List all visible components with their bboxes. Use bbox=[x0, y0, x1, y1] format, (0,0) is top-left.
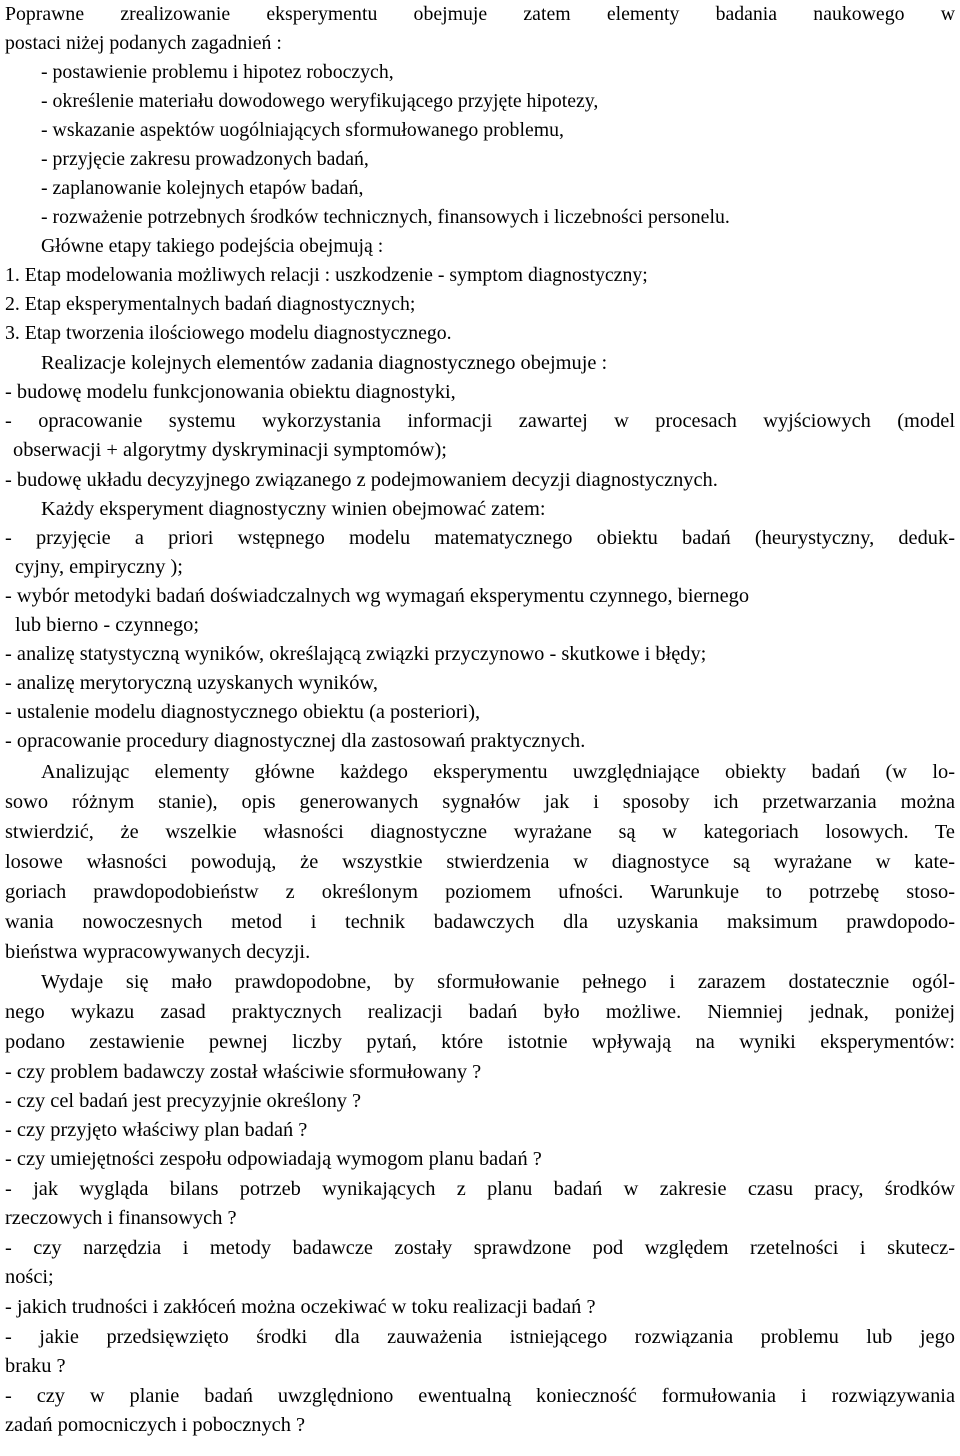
question-item: - czy cel badań jest precyzyjnie określony ? bbox=[5, 1090, 362, 1112]
paragraph-line: losowe własności powodują, że wszystkie stwierdzenia w diagnostyce są wyrażane w kate- bbox=[5, 851, 955, 873]
list-item: - postawienie problemu i hipotez roboczych, bbox=[41, 61, 394, 83]
paragraph-line: podano zestawienie pewnej liczby pytań, które istotnie wpływają na wyniki eksperymentów: bbox=[5, 1031, 955, 1053]
question-item: - jak wygląda bilans potrzeb wynikających z planu badań w zakresie czasu pracy, środków bbox=[5, 1178, 955, 1200]
list-item: - wybór metodyki badań doświadczalnych wg wymagań eksperymentu czynnego, biernego bbox=[5, 585, 750, 607]
paragraph-line: Każdy eksperyment diagnostyczny winien obejmować zatem: bbox=[41, 498, 546, 520]
paragraph-line: wania nowoczesnych metod i technik badawczych dla uzyskania maksimum prawdopodo- bbox=[5, 911, 955, 933]
list-item: - wskazanie aspektów uogólniających sformułowanego problemu, bbox=[41, 119, 564, 141]
list-item-continuation: cyjny, empiryczny ); bbox=[15, 556, 183, 578]
section-intro: Główne etapy takiego podejścia obejmują : bbox=[41, 235, 384, 257]
numbered-item: 2. Etap eksperymentalnych badań diagnostycznych; bbox=[5, 293, 416, 315]
paragraph-line: Poprawne zrealizowanie eksperymentu obejmuje zatem elementy badania naukowego w bbox=[5, 3, 955, 25]
question-item-continuation: braku ? bbox=[5, 1355, 66, 1377]
paragraph-line: Wydaje się mało prawdopodobne, by sformułowanie pełnego i zarazem dostatecznie ogól- bbox=[41, 971, 955, 993]
list-item-continuation: obserwacji + algorytmy dyskryminacji symptomów); bbox=[13, 439, 447, 461]
list-item: - budowę modelu funkcjonowania obiektu diagnostyki, bbox=[5, 381, 456, 403]
list-item: - przyjęcie a priori wstępnego modelu matematycznego obiektu badań (heurystyczny, deduk- bbox=[5, 527, 955, 549]
list-item: - opracowanie procedury diagnostycznej dla zastosowań praktycznych. bbox=[5, 730, 586, 752]
question-item: - jakie przedsięwzięto środki dla zauważenia istniejącego rozwiązania problemu lub jego bbox=[5, 1326, 955, 1348]
list-item: - rozważenie potrzebnych środków technicznych, finansowych i liczebności personelu. bbox=[41, 206, 730, 228]
list-item-continuation: lub bierno - czynnego; bbox=[15, 614, 200, 636]
numbered-item: 1. Etap modelowania możliwych relacji : uszkodzenie - symptom diagnostyczny; bbox=[5, 264, 648, 286]
paragraph-line: bieństwa wypracowywanych decyzji. bbox=[5, 941, 311, 963]
question-item: - czy problem badawczy został właściwie sformułowany ? bbox=[5, 1061, 482, 1083]
question-item-continuation: zadań pomocniczych i pobocznych ? bbox=[5, 1414, 306, 1436]
paragraph-line: Realizacje kolejnych elementów zadania diagnostycznego obejmuje : bbox=[41, 352, 608, 374]
question-item-continuation: rzeczowych i finansowych ? bbox=[5, 1207, 237, 1229]
paragraph-line: postaci niżej podanych zagadnień : bbox=[5, 32, 282, 54]
question-item: - jakich trudności i zakłóceń można oczekiwać w toku realizacji badań ? bbox=[5, 1296, 596, 1318]
question-item: - czy w planie badań uwzględniono ewentualną konieczność formułowania i rozwiązywania bbox=[5, 1385, 955, 1407]
question-item: - czy umiejętności zespołu odpowiadają wymogom planu badań ? bbox=[5, 1148, 542, 1170]
list-item: - opracowanie systemu wykorzystania informacji zawartej w procesach wyjściowych (model bbox=[5, 410, 955, 432]
numbered-item: 3. Etap tworzenia ilościowego modelu diagnostycznego. bbox=[5, 322, 452, 344]
list-item: - określenie materiału dowodowego weryfikującego przyjęte hipotezy, bbox=[41, 90, 599, 112]
list-item: - analizę statystyczną wyników, określającą związki przyczynowo - skutkowe i błędy; bbox=[5, 643, 707, 665]
list-item: - ustalenie modelu diagnostycznego obiektu (a posteriori), bbox=[5, 701, 481, 723]
paragraph-line: Analizując elementy główne każdego eksperymentu uwzględniające obiekty badań (w lo- bbox=[41, 761, 955, 783]
paragraph-line: goriach prawdopodobieństw z określonym poziomem ufności. Warunkuje to potrzebę stoso- bbox=[5, 881, 955, 903]
question-item: - czy narzędzia i metody badawcze zostały sprawdzone pod względem rzetelności i skutecz- bbox=[5, 1237, 955, 1259]
question-item: - czy przyjęto właściwy plan badań ? bbox=[5, 1119, 308, 1141]
list-item: - analizę merytoryczną uzyskanych wyników, bbox=[5, 672, 378, 694]
question-item-continuation: ności; bbox=[5, 1266, 54, 1288]
paragraph-line: stwierdzić, że wszelkie własności diagnostyczne wyrażane są w kategoriach losowych. Te bbox=[5, 821, 955, 843]
paragraph-line: nego wykazu zasad praktycznych realizacji badań było możliwe. Niemniej jednak, poniżej bbox=[5, 1001, 955, 1023]
list-item: - zaplanowanie kolejnych etapów badań, bbox=[41, 177, 364, 199]
list-item: - przyjęcie zakresu prowadzonych badań, bbox=[41, 148, 369, 170]
paragraph-line: sowo różnym stanie), opis generowanych sygnałów jak i sposoby ich przetwarzania można bbox=[5, 791, 955, 813]
list-item: - budowę układu decyzyjnego związanego z podejmowaniem decyzji diagnostycznych. bbox=[5, 469, 718, 491]
